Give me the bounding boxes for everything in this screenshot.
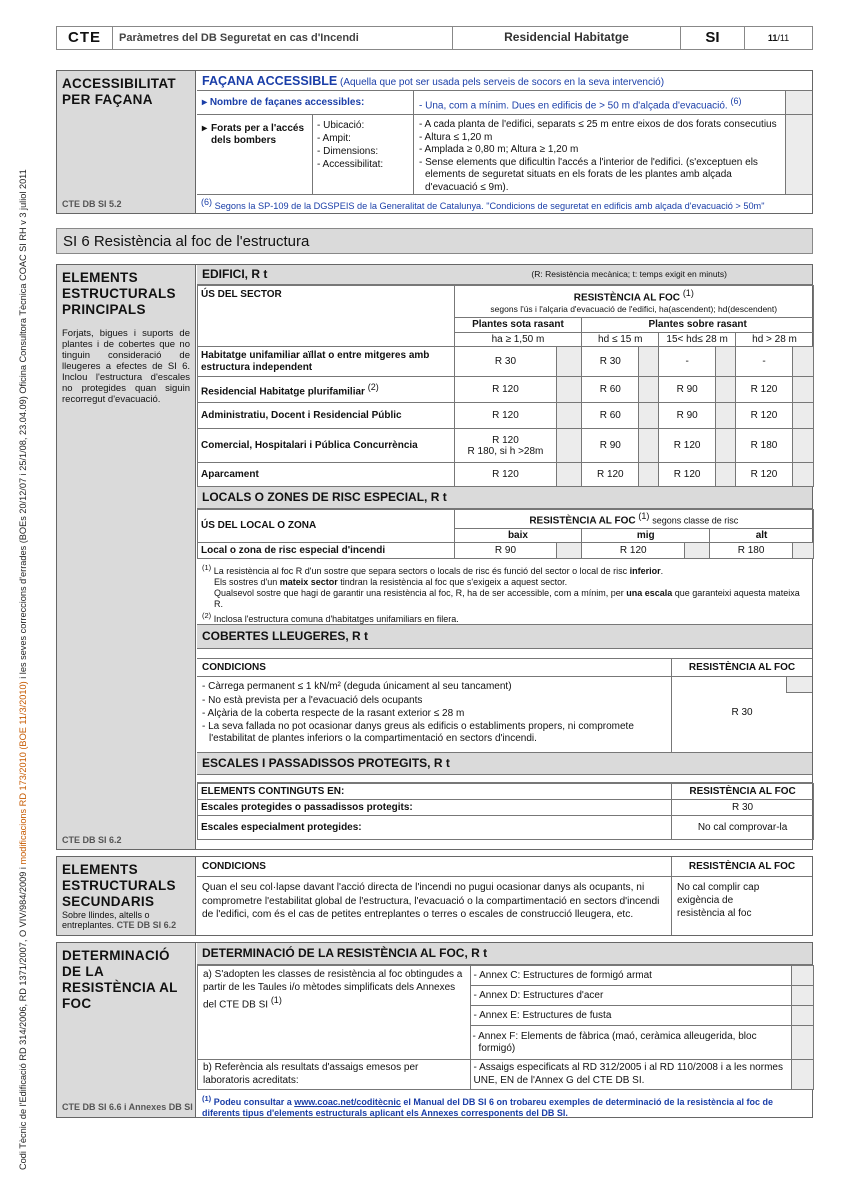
row-value: R 120 bbox=[736, 463, 793, 487]
row-value: R 60 bbox=[582, 377, 639, 403]
cobertes-item: - No està prevista per a l'evacuació dels ocupants bbox=[202, 694, 423, 706]
page-total: /11 bbox=[777, 32, 790, 43]
principals-section bbox=[56, 264, 813, 850]
determinacio-fn-b: el Manual del DB SI 6 on trobareu exemples de determinació de la resistència al foc de diferents tipus d'elements estructurals aplicant els Annexes corresponents del DB SI. bbox=[202, 1097, 774, 1118]
fn1-e: tindran la resistència al foc que s'exigeix a aquest sector. bbox=[337, 577, 568, 588]
row-check[interactable] bbox=[639, 429, 659, 463]
risc-baix: baix bbox=[454, 528, 582, 543]
fn1-g: una escala bbox=[626, 588, 673, 599]
facade-row1-label-text: Nombre de façanes accessibles: bbox=[209, 97, 365, 108]
row-label: Habitatge unifamiliar aïllat o entre mitgeres amb estructura independent bbox=[198, 347, 455, 377]
row-check[interactable] bbox=[792, 377, 813, 403]
facade-footnote-sup: (6) bbox=[201, 197, 212, 207]
table-row bbox=[198, 800, 814, 816]
determinacio-b-check[interactable] bbox=[792, 1060, 814, 1090]
row-check[interactable] bbox=[557, 543, 582, 559]
table-row bbox=[198, 816, 814, 840]
header-si: SI bbox=[681, 27, 745, 49]
facade-row1-sup: (6) bbox=[730, 96, 742, 106]
annex-check[interactable] bbox=[792, 1026, 814, 1060]
annex-check[interactable] bbox=[792, 966, 814, 986]
row-value: R 120 bbox=[736, 377, 793, 403]
facade-left bbox=[57, 71, 196, 213]
row-value: R 120 bbox=[659, 463, 716, 487]
row-check[interactable] bbox=[716, 347, 736, 377]
h-col-2: 15< hd≤ 28 m bbox=[659, 332, 736, 347]
si6-title: SI 6 Resistència al foc de l'estructura bbox=[56, 228, 813, 254]
row-value: R 120 bbox=[454, 403, 557, 429]
cobertes-item: - Càrrega permanent ≤ 1 kN/m² (deguda únicament al seu tancament) bbox=[202, 681, 512, 693]
locals-value-mig: R 120 bbox=[582, 543, 685, 559]
row-check[interactable] bbox=[792, 543, 813, 559]
principals-left-title: ELEMENTS ESTRUCTURALS PRINCIPALS bbox=[62, 270, 176, 317]
secundaris-value: No cal complir cap exigència de resistència al foc bbox=[677, 882, 760, 919]
row-check[interactable] bbox=[557, 429, 582, 463]
h-col-0: ha ≥ 1,50 m bbox=[454, 332, 582, 347]
escales-row-value: R 30 bbox=[672, 800, 814, 816]
sobre-rasant-header: Plantes sobre rasant bbox=[582, 318, 814, 333]
row-check[interactable] bbox=[639, 463, 659, 487]
determinacio-title: DETERMINACIÓ DE LA RESISTÈNCIA AL FOC, R t bbox=[202, 946, 488, 960]
fn1-a: La resistència al foc R d'un sostre que separa sectors o locals de risc és funció del sector o local de risc bbox=[213, 566, 630, 577]
determinacio-b-value: - Assaigs especificats al RD 312/2005 i al RD 110/2008 i a les normes UNE, EN de l'Annex G del CTE DB SI. bbox=[470, 1060, 791, 1090]
determinacio-bar bbox=[197, 943, 812, 965]
secundaris-section bbox=[56, 856, 813, 936]
value-ubicacio: - A cada planta de l'edifici, separats ≤ 25 m entre eixos de dos forats consecutius bbox=[419, 119, 777, 130]
row-label-text: Residencial Habitatge plurifamiliar bbox=[201, 385, 365, 397]
row-check[interactable] bbox=[792, 403, 813, 429]
row-check[interactable] bbox=[557, 377, 582, 403]
annex-item: - Annex C: Estructures de formigó armat bbox=[470, 966, 791, 986]
fn2-sup: (2) bbox=[202, 611, 212, 621]
row-check[interactable] bbox=[716, 377, 736, 403]
facade-right bbox=[197, 71, 812, 213]
row-check[interactable] bbox=[557, 347, 582, 377]
annex-item: - Annex F: Elements de fàbrica (maó, ceràmica alleugerida, bloc formigó) bbox=[470, 1026, 791, 1060]
row-value: R 30 bbox=[454, 347, 557, 377]
margin-text bbox=[18, 60, 29, 1170]
row-value: R 120 bbox=[454, 377, 557, 403]
row-label: Comercial, Hospitalari i Pública Concurrència bbox=[198, 429, 455, 463]
row-value: R 120 bbox=[454, 463, 557, 487]
row-value: R 180 bbox=[736, 429, 793, 463]
secundaris-conditions bbox=[197, 857, 672, 935]
cobertes-resist bbox=[672, 659, 812, 752]
fn1-h: que garanteixi aquesta mateixa R. bbox=[214, 588, 800, 610]
facade-title-bar bbox=[197, 71, 812, 91]
edifici-bar bbox=[197, 265, 812, 285]
facade-title: FAÇANA ACCESSIBLE bbox=[202, 74, 338, 88]
escales-row-label: Escales especialment protegides: bbox=[198, 816, 672, 840]
determinacio-ref: CTE DB SI 6.6 i Annexes DB SI bbox=[62, 1102, 193, 1112]
cobertes-table bbox=[197, 659, 812, 753]
row-value: R 120 bbox=[736, 403, 793, 429]
header-title: Paràmetres del DB Seguretat en cas d'Incendi bbox=[113, 27, 453, 49]
us-sector-header: ÚS DEL SECTOR bbox=[198, 286, 455, 347]
edifici-title: EDIFICI, R t bbox=[202, 266, 268, 281]
us-local-header: ÚS DEL LOCAL O ZONA bbox=[198, 510, 455, 543]
fn2-text: Inclosa l'estructura comuna d'habitatges unifamiliars en filera. bbox=[213, 614, 459, 625]
determinacio-fn-a: Podeu consultar a bbox=[213, 1097, 295, 1107]
cobertes-items bbox=[197, 677, 671, 748]
resist-header bbox=[454, 286, 813, 318]
page-current: 11 bbox=[767, 32, 778, 43]
row-value: R 120 bbox=[582, 463, 639, 487]
value-dimensions: - Amplada ≥ 0,80 m; Altura ≥ 1,20 m bbox=[419, 144, 579, 155]
secundaris-text: Quan el seu col·lapse davant l'acció directa de l'incendi no pugui ocasionar danys als ocupants, ni comprometre l'estabilitat global de l'estructura, l'evacuació o la compartimentació en sectors d'incendi de l'edifici, com és el cas de petites entreplantes o terres o escales de construcció lleugera, etc. bbox=[202, 882, 660, 920]
secundaris-left-text-span: Sobre llindes, altells o entreplantes. bbox=[62, 910, 150, 930]
row-value: R 90 bbox=[659, 403, 716, 429]
facade-row1-check[interactable] bbox=[786, 91, 812, 114]
margin-text-1: Codi Tècnic de l'Edificació RD 314/2006, RD 1371/2007, O VIV/984/2009 i bbox=[18, 864, 28, 1170]
annex-item: - Annex D: Estructures d'acer bbox=[470, 986, 791, 1006]
edifici-note: (R: Resistència mecànica; t: temps exigit en minuts) bbox=[531, 268, 727, 279]
cte-label: CTE bbox=[57, 27, 113, 49]
row-check[interactable] bbox=[557, 403, 582, 429]
cobertes-item: - La seva fallada no pot ocasionar danys greus als edificis o establiments propers, ni compromete l'estabilitat de plantes inferiors o la compartimentació en sectors d'incendi. bbox=[202, 720, 634, 744]
row-check[interactable] bbox=[792, 463, 813, 487]
row-value: R 90 bbox=[659, 377, 716, 403]
table-row bbox=[198, 543, 814, 559]
fn1-f: Qualsevol sostre que hagi de garantir una resistència al foc, R, ha de ser accessible, com a mínim, per bbox=[214, 588, 627, 599]
facade-row1-value bbox=[414, 91, 786, 114]
table-row bbox=[198, 463, 814, 487]
secundaris-left-title: ELEMENTS ESTRUCTURALS SECUNDARIS bbox=[62, 862, 176, 909]
facade-ref: CTE DB SI 5.2 bbox=[62, 198, 122, 209]
annex-item: - Annex E: Estructures de fusta bbox=[470, 1006, 791, 1026]
cobertes-item: - Alçària de la coberta respecte de la rasant exterior ≤ 28 m bbox=[202, 708, 465, 720]
locals-footnotes: $^{(1)}$ La resistència al foc R d'un sostre que separa sectors o locals de risc és funció del sector o local de risc inferior. Els sostres d'un mateix sector tindran la resistència al foc que s'exigeix a aquest sector. Qualsevol sostre que hagi de garantir una resistència al foc, R, ha de ser accessible, com a mínim, per una escala que garanteixi aquesta mateixa R. $^{(2)}$ Inclosa l'estructura comuna d'habitatges unifamiliars en filera. bbox=[197, 559, 812, 625]
secundaris-resist bbox=[672, 857, 812, 935]
escales-resist-header: RESISTÈNCIA AL FOC bbox=[672, 784, 814, 800]
row-check[interactable] bbox=[685, 543, 710, 559]
principals-right bbox=[197, 265, 812, 849]
escales-row-label: Escales protegides o passadissos protegits: bbox=[198, 800, 672, 816]
locals-table bbox=[197, 509, 814, 559]
escales-title: ESCALES I PASSADISSOS PROTEGITS, R t bbox=[202, 756, 450, 771]
determinacio-b: b) Referència als resultats d'assaigs emesos per laboratoris acreditats: bbox=[198, 1060, 471, 1090]
principals-left bbox=[57, 265, 196, 849]
determinacio-a-text: a) S'adopten les classes de resistència al foc obtingudes a partir de les Taules i/o mètodes simplificats dels Annexes del CTE DB SI bbox=[203, 969, 463, 1011]
cobertes-value: R 30 bbox=[731, 707, 753, 719]
locals-row-label: Local o zona de risc especial d'incendi bbox=[198, 543, 455, 559]
secundaris-resist-header: RESISTÈNCIA AL FOC bbox=[672, 857, 812, 877]
row-label-sup: (2) bbox=[367, 381, 379, 392]
locals-resist-sub: segons classe de risc bbox=[652, 515, 739, 526]
margin-text-3: i les seves correccions d'errades (BOEs 20/12/07 i 25/1/08, 23.04.09) Oficina Consultora Tècnica COAC SI RH v 3 juliol 2011 bbox=[18, 169, 28, 682]
fn1-b: inferior bbox=[629, 566, 661, 577]
annex-check[interactable] bbox=[792, 1006, 814, 1026]
secundaris-left-text bbox=[62, 910, 190, 930]
row-check[interactable] bbox=[557, 463, 582, 487]
item-accessibilitat: - Accessibilitat: bbox=[317, 159, 384, 170]
facade-footnote bbox=[197, 195, 812, 214]
determinacio-footnote bbox=[197, 1090, 812, 1122]
secundaris-ref: CTE DB SI 6.2 bbox=[116, 920, 177, 930]
row-label bbox=[198, 377, 455, 403]
item-ampit: - Ampit: bbox=[317, 133, 351, 144]
fn1-d: mateix sector bbox=[279, 577, 338, 588]
resist-head-text: RESISTÈNCIA AL FOC bbox=[573, 292, 681, 304]
secundaris-cond-header: CONDICIONS bbox=[197, 857, 671, 877]
row-check[interactable] bbox=[639, 347, 659, 377]
determinacio-right bbox=[197, 943, 812, 1117]
cobertes-resist-header: RESISTÈNCIA AL FOC bbox=[672, 659, 812, 677]
resist-subheader: segons l'ús i l'alçaria d'evacuació de l'edifici, ha(ascendent); hd(descendent) bbox=[490, 303, 778, 314]
determinacio-left-title: DETERMINACIÓ DE LA RESISTÈNCIA AL FOC bbox=[62, 948, 178, 1011]
facade-row-1 bbox=[197, 91, 812, 115]
escales-bar bbox=[197, 753, 812, 775]
risc-alt: alt bbox=[710, 528, 814, 543]
row-check[interactable] bbox=[716, 403, 736, 429]
facade-title-note: (Aquella que pot ser usada pels serveis de socors en la seva intervenció) bbox=[339, 77, 665, 88]
determinacio-table bbox=[197, 965, 814, 1090]
determinacio-a-sup: (1) bbox=[270, 995, 282, 1005]
header-section: Residencial Habitatge bbox=[453, 27, 681, 49]
facade-row1-label: ▸ Nombre de façanes accessibles: bbox=[197, 91, 414, 114]
item-dimensions: - Dimensions: bbox=[317, 146, 379, 157]
facade-left-title: ACCESSIBILITAT PER FAÇANA bbox=[62, 76, 176, 107]
page-number bbox=[745, 27, 812, 49]
row-value: - bbox=[659, 347, 716, 377]
facade-row2-items bbox=[313, 115, 414, 194]
principals-ref: CTE DB SI 6.2 bbox=[62, 834, 122, 845]
annex-check[interactable] bbox=[792, 986, 814, 1006]
row-label: Administratiu, Docent i Residencial Públic bbox=[198, 403, 455, 429]
facade-footnote-text: Segons la SP-109 de la DGSPEIS de la Generalitat de Catalunya. "Condicions de seguretat en edificis amb alçada d'evacuació > 50m" bbox=[214, 201, 765, 212]
secundaris-right bbox=[197, 857, 812, 935]
row-value: R 60 bbox=[582, 403, 639, 429]
facade-row2-check[interactable] bbox=[786, 115, 812, 194]
h-col-1: hd ≤ 15 m bbox=[582, 332, 659, 347]
edifici-table bbox=[197, 285, 814, 487]
row-value: R 120 R 180, si h >28m bbox=[454, 429, 557, 463]
cobertes-conditions bbox=[197, 659, 672, 752]
determinacio-fn-sup: (1) bbox=[202, 1094, 212, 1103]
row-check[interactable] bbox=[716, 429, 736, 463]
determinacio-a bbox=[198, 966, 471, 1060]
table-row bbox=[198, 403, 814, 429]
determinacio-left bbox=[57, 943, 196, 1117]
row-check[interactable] bbox=[639, 377, 659, 403]
cobertes-check[interactable] bbox=[786, 677, 812, 693]
h-col-3: hd > 28 m bbox=[736, 332, 814, 347]
locals-resist-text: RESISTÈNCIA AL FOC bbox=[529, 515, 636, 527]
table-row bbox=[198, 377, 814, 403]
value-accessibilitat: - Sense elements que dificultin l'accés a l'interior de l'edifici. (s'exceptuen els elements de seguretat situats en els forats de les plantes amb alçada d'evacuació ≤ 9m). bbox=[419, 156, 758, 193]
row-value: - bbox=[736, 347, 793, 377]
table-row bbox=[198, 429, 814, 463]
row-value: R 120 bbox=[659, 429, 716, 463]
locals-bar bbox=[197, 487, 812, 509]
coac-link[interactable]: www.coac.net/coditècnic bbox=[294, 1097, 401, 1107]
secundaris-left bbox=[57, 857, 196, 935]
facade-row-2 bbox=[197, 115, 812, 195]
table-row bbox=[198, 347, 814, 377]
facade-row2-values bbox=[414, 115, 786, 194]
resist-head-sup: (1) bbox=[682, 288, 694, 299]
facade-section bbox=[56, 70, 813, 214]
facade-row2-label: ▸ Forats per a l'accés dels bombers bbox=[197, 115, 313, 194]
facade-row2-label-text: Forats per a l'accés dels bombers bbox=[211, 123, 305, 146]
elements-continguts-header: ELEMENTS CONTINGUTS EN: bbox=[198, 784, 672, 800]
row-value: R 90 bbox=[582, 429, 639, 463]
principals-left-text: Forjats, bigues i suports de plantes i de cobertes que no tinguin consideració de lleugeres a efectes de SI 6. Inclou l'estructura d'escales no protegides quan siguin recorregut d'evacuació. bbox=[62, 328, 190, 405]
value-ampit: - Altura ≤ 1,20 m bbox=[419, 131, 493, 143]
sota-rasant-header: Plantes sota rasant bbox=[454, 318, 582, 333]
fn1-c: Els sostres d'un bbox=[214, 577, 280, 588]
risc-mig: mig bbox=[582, 528, 710, 543]
facade-row1-value-text: - Una, com a mínim. Dues en edificis de > 50 m d'alçada d'evacuació. bbox=[419, 100, 728, 112]
item-ubicacio: - Ubicació: bbox=[317, 120, 365, 131]
row-check[interactable] bbox=[716, 463, 736, 487]
cobertes-cond-header: CONDICIONS bbox=[197, 659, 671, 677]
page-header bbox=[56, 26, 813, 50]
escales-row-value: No cal comprovar-la bbox=[672, 816, 814, 840]
locals-value-alt: R 180 bbox=[710, 543, 793, 559]
locals-value-baix: R 90 bbox=[454, 543, 557, 559]
row-check[interactable] bbox=[792, 347, 813, 377]
locals-resist-sup: (1) bbox=[638, 511, 650, 521]
determinacio-section bbox=[56, 942, 813, 1118]
escales-table bbox=[197, 783, 814, 840]
margin-text-2: modificacions RD 173/2010 (BOE 11/3/2010) bbox=[18, 681, 28, 865]
cobertes-bar bbox=[197, 625, 812, 649]
row-value: R 30 bbox=[582, 347, 639, 377]
cobertes-title: COBERTES LLEUGERES, R t bbox=[202, 629, 369, 644]
fn1-sup: (1) bbox=[202, 563, 212, 573]
row-label: Aparcament bbox=[198, 463, 455, 487]
row-check[interactable] bbox=[639, 403, 659, 429]
locals-title: LOCALS O ZONES DE RISC ESPECIAL, R t bbox=[202, 490, 447, 504]
locals-resist-header bbox=[454, 510, 813, 529]
row-check[interactable] bbox=[792, 429, 813, 463]
